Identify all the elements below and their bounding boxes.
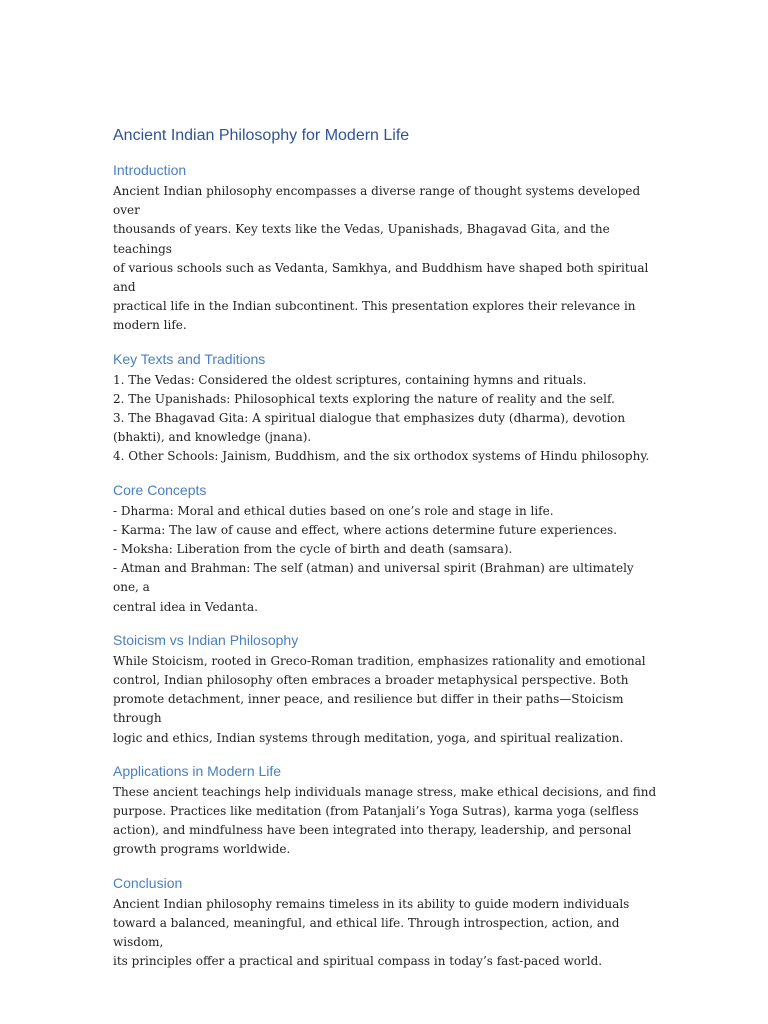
section-heading-stoicism: Stoicism vs Indian Philosophy — [113, 631, 299, 648]
list-item: 4. Other Schools: Jainism, Buddhism, and the six orthodox systems of Hindu philosophy. — [113, 449, 650, 464]
section-body-introduction — [113, 182, 658, 336]
list-item: - Moksha: Liberation from the cycle of birth and death (samsara). — [113, 542, 513, 557]
body-line: growth programs worldwide. — [113, 842, 291, 857]
section-heading-applications: Applications in Modern Life — [113, 762, 282, 779]
body-line: its principles offer a practical and spiritual compass in today’s fast-paced world. — [113, 954, 603, 969]
section-applications — [113, 761, 658, 860]
section-core-concepts — [113, 480, 658, 617]
body-line: Ancient Indian philosophy remains timeless in its ability to guide modern individuals — [113, 896, 630, 911]
body-line: toward a balanced, meaningful, and ethical life. Through introspection, action, and wisdom, — [113, 915, 624, 950]
section-body-conclusion — [113, 895, 658, 972]
list-item: (bhakti), and knowledge (jnana). — [113, 430, 312, 445]
section-heading-introduction: Introduction — [113, 162, 187, 178]
list-item: - Atman and Brahman: The self (atman) and universal spirit (Brahman) are ultimately one, a — [113, 561, 638, 595]
section-heading-core-concepts: Core Concepts — [113, 481, 207, 498]
section-introduction — [113, 160, 658, 336]
list-item: - Dharma: Moral and ethical duties based on one’s role and stage in life. — [113, 503, 554, 518]
body-line: Ancient Indian philosophy encompasses a diverse range of thought systems developed over — [113, 184, 645, 218]
section-body-applications — [113, 783, 658, 860]
body-line: While Stoicism, rooted in Greco-Roman tradition, emphasizes rationality and emotional — [113, 653, 646, 668]
section-stoicism — [113, 630, 658, 748]
body-line: of various schools such as Vedanta, Samkhya, and Buddhism have shaped both spiritual and — [113, 260, 653, 295]
list-item: - Karma: The law of cause and effect, where actions determine future experiences. — [113, 522, 618, 537]
section-conclusion — [113, 873, 658, 972]
section-body-stoicism — [113, 652, 658, 748]
body-line: promote detachment, inner peace, and resilience but differ in their paths—Stoicism through — [113, 692, 628, 726]
body-line: These ancient teachings help individuals manage stress, make ethical decisions, and find — [113, 784, 657, 799]
list-item: central idea in Vedanta. — [113, 599, 258, 614]
body-line: control, Indian philosophy often embraces a broader metaphysical perspective. Both — [113, 673, 629, 688]
list-item: 3. The Bhagavad Gita: A spiritual dialogue that emphasizes duty (dharma), devotion — [113, 411, 626, 426]
body-line: purpose. Practices like meditation (from Patanjali’s Yoga Sutras), karma yoga (selfless — [113, 804, 639, 819]
document-title: Ancient Indian Philosophy for Modern Life — [113, 127, 410, 144]
body-line: action), and mindfulness have been integrated into therapy, leadership, and personal — [113, 823, 632, 838]
section-body-core-concepts — [113, 502, 658, 617]
list-item: 1. The Vedas: Considered the oldest scriptures, containing hymns and rituals. — [113, 372, 587, 387]
body-line: modern life. — [113, 318, 187, 333]
section-heading-key-texts: Key Texts and Traditions — [113, 350, 266, 367]
section-key-texts — [113, 349, 658, 467]
list-item: 2. The Upanishads: Philosophical texts exploring the nature of reality and the self. — [113, 391, 615, 406]
body-line: practical life in the Indian subcontinent. This presentation explores their relevance in — [113, 299, 636, 314]
document-page — [113, 125, 658, 985]
section-heading-conclusion: Conclusion — [113, 874, 183, 891]
body-line: thousands of years. Key texts like the Vedas, Upanishads, Bhagavad Gita, and the teachings — [113, 222, 614, 256]
body-line: logic and ethics, Indian systems through meditation, yoga, and spiritual realization. — [113, 730, 624, 745]
section-body-key-texts — [113, 371, 658, 467]
